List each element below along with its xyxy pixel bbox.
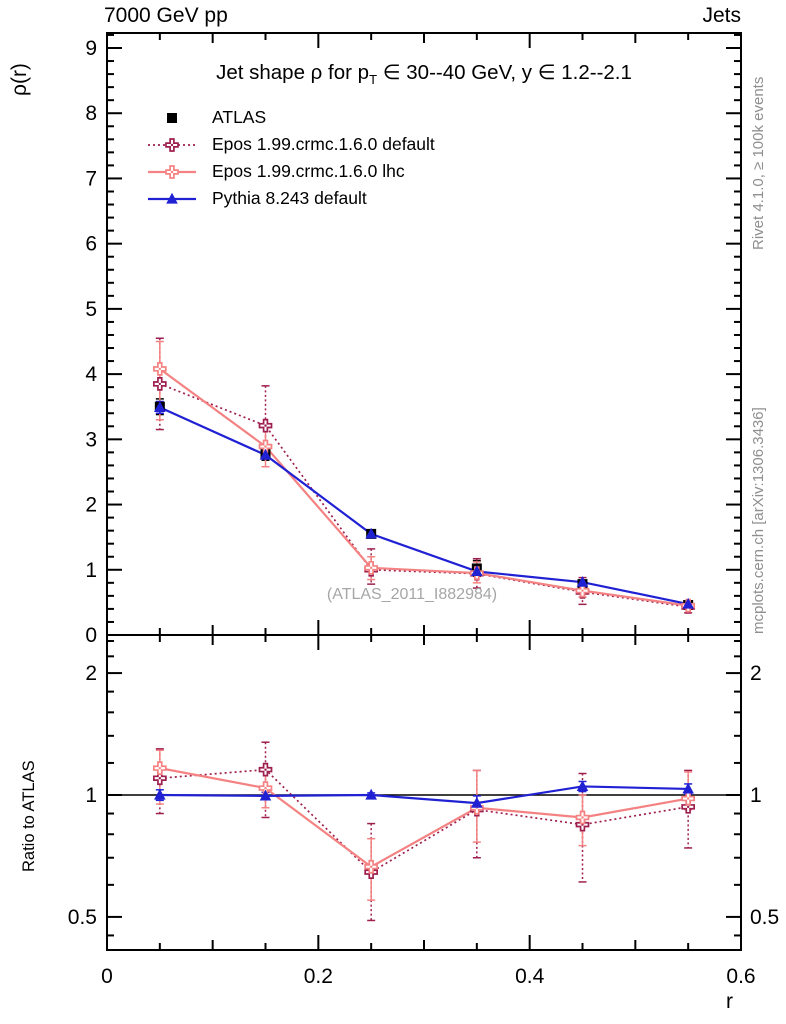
y-tick-label-ratio: 2 <box>85 662 97 686</box>
y-tick-label-main: 3 <box>85 428 97 452</box>
y-axis-title-ratio: Ratio to ATLAS <box>20 760 38 872</box>
errorbars-cross-9e1f4e <box>156 742 692 920</box>
legend <box>146 104 435 212</box>
series-line <box>160 768 688 867</box>
y-tick-label-main: 8 <box>85 102 97 126</box>
legend-label: Epos 1.99.crmc.1.6.0 default <box>212 134 435 154</box>
marker-cross-dot <box>159 368 161 370</box>
marker-cross-dot <box>581 816 583 818</box>
markers-cross <box>154 762 694 873</box>
ratio-panel-frame <box>107 635 741 950</box>
legend-item-3 <box>146 185 435 212</box>
marker-cross-dot <box>264 787 266 789</box>
x-tick-label: 0.2 <box>303 965 333 988</box>
legend-label: Pythia 8.243 default <box>212 188 367 208</box>
y-tick-label-ratio-right: 1 <box>750 784 762 807</box>
marker-cross-dot <box>264 445 266 447</box>
marker-cross-dot <box>264 768 266 770</box>
series-line <box>160 770 688 872</box>
y-tick-label-ratio: 0.5 <box>67 905 97 929</box>
legend-marker-sample <box>146 109 198 127</box>
analysis-watermark: (ATLAS_2011_I882984) <box>326 586 498 603</box>
y-axis-title-main: ρ(r) <box>8 63 31 96</box>
y-tick-label-main: 7 <box>85 167 97 191</box>
legend-label: ATLAS <box>212 107 267 127</box>
y-tick-label-main: 5 <box>85 297 97 321</box>
errorbars-cross-f48282 <box>156 342 692 608</box>
series-line <box>160 384 688 607</box>
legend-item-2 <box>146 158 435 185</box>
mcplots-attribution-note: mcplots.cern.ch [arXiv:1306.3436] <box>750 407 767 634</box>
x-tick-label: 0.6 <box>726 965 756 988</box>
x-tick-label: 0 <box>101 965 113 988</box>
legend-marker-sample <box>146 136 198 154</box>
marker-cross-dot <box>159 383 161 385</box>
y-tick-label-main: 6 <box>85 232 97 256</box>
markers-triangle <box>154 401 694 608</box>
marker-cross-dot <box>171 143 173 145</box>
y-tick-label-main: 4 <box>85 363 97 387</box>
marker-cross-dot <box>370 567 372 569</box>
y-tick-label-main: 1 <box>85 558 97 582</box>
markers-cross <box>154 764 694 878</box>
series-line <box>160 407 688 604</box>
panel-main <box>154 338 694 613</box>
marker-square <box>167 113 177 123</box>
y-tick-label-main: 2 <box>85 493 97 517</box>
marker-cross-dot <box>159 777 161 779</box>
y-tick-label-ratio-right: 2 <box>750 662 762 686</box>
x-tick-label: 0.4 <box>515 965 545 988</box>
marker-cross-dot <box>171 170 173 172</box>
marker-cross-dot <box>370 866 372 868</box>
plot-title-text-2: ∈ 30--40 GeV, y ∈ 1.2--2.1 <box>377 61 632 84</box>
markers-triangle <box>154 780 694 807</box>
plot-title-text: Jet shape ρ for p <box>216 61 370 84</box>
y-tick-label-ratio-right: 0.5 <box>750 905 780 929</box>
errorbars-triangle-2121d4 <box>156 402 692 606</box>
series-line <box>160 369 688 606</box>
rivet-version-note: Rivet 4.1.0, ≥ 100k events <box>750 76 767 250</box>
process-label: Jets <box>702 4 741 27</box>
marker-cross-dot <box>687 797 689 799</box>
marker-cross-dot <box>687 806 689 808</box>
legend-marker-sample <box>146 163 198 181</box>
y-tick-label-main: 0 <box>85 624 97 647</box>
markers-cross <box>154 363 694 612</box>
y-tick-label-main: 9 <box>85 37 97 61</box>
marker-cross-dot <box>264 424 266 426</box>
plot-title-subscript: T <box>369 72 378 88</box>
plot-title <box>107 60 741 87</box>
legend-item-1 <box>146 131 435 158</box>
errorbars-square-000000 <box>156 399 692 607</box>
markers-square <box>155 402 693 610</box>
legend-marker-sample <box>146 190 198 208</box>
legend-label: Epos 1.99.crmc.1.6.0 lhc <box>212 161 405 181</box>
legend-item-0 <box>146 104 435 131</box>
x-axis-title: r <box>726 990 733 1013</box>
panel-ratio <box>107 742 741 920</box>
y-tick-label-ratio: 1 <box>85 784 97 807</box>
marker-cross-dot <box>159 767 161 769</box>
beam-energy-label: 7000 GeV pp <box>104 4 228 27</box>
